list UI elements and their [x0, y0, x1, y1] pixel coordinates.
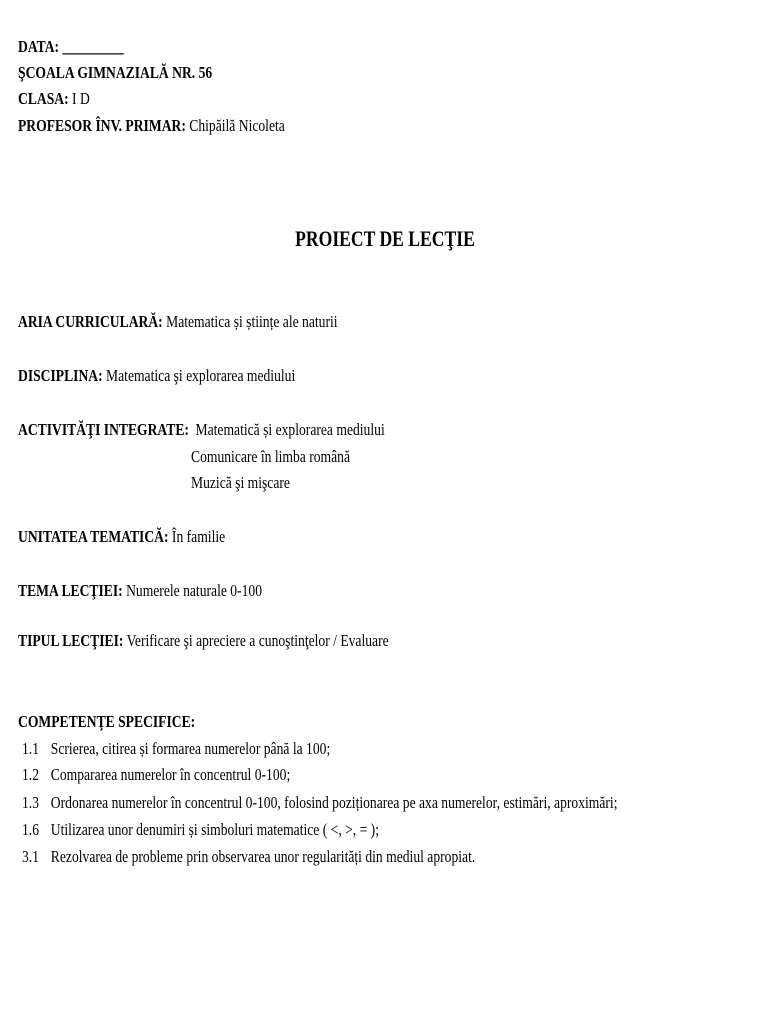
- competenta-text: Compararea numerelor în concentrul 0-100;: [50, 765, 291, 784]
- activitati-line: [18, 420, 385, 440]
- date-label: DATA:: [18, 37, 60, 56]
- competenta-number: 1.1: [22, 739, 39, 758]
- competenta-text: Utilizarea unor denumiri și simboluri matematice ( <, >, = );: [50, 820, 379, 839]
- disciplina-label: DISCIPLINA:: [18, 366, 103, 385]
- tipul-label: TIPUL LECŢIEI:: [18, 631, 124, 650]
- competenta-number: 3.1: [22, 847, 39, 866]
- competenta-item: [22, 765, 290, 785]
- disciplina-line: [18, 366, 295, 386]
- tema-value: Numerele naturale 0-100: [126, 581, 263, 600]
- document-title: PROIECT DE LECŢIE: [295, 226, 475, 251]
- aria-label: ARIA CURRICULARĂ:: [18, 312, 163, 331]
- teacher-label: PROFESOR ÎNV. PRIMAR:: [18, 116, 186, 135]
- teacher-line: [18, 116, 285, 136]
- competenta-item: [22, 793, 617, 813]
- competenta-text: Ordonarea numerelor în concentrul 0-100, folosind poziționarea pe axa numerelor, estimări, aproximări;: [50, 793, 618, 812]
- aria-line: [18, 312, 338, 332]
- tema-line: [18, 581, 262, 601]
- activitati-value-2: Comunicare în limba română: [191, 447, 350, 466]
- unitatea-label: UNITATEA TEMATICĂ:: [18, 527, 169, 546]
- competenta-text: Rezolvarea de probleme prin observarea unor regularități din mediul apropiat.: [50, 847, 476, 866]
- competenta-number: 1.6: [22, 820, 39, 839]
- tema-label: TEMA LECŢIEI:: [18, 581, 123, 600]
- activitati-label: ACTIVITĂŢI INTEGRATE:: [18, 420, 189, 439]
- competenta-item: [22, 847, 475, 867]
- tipul-line: [18, 631, 389, 651]
- class-label: CLASA:: [18, 89, 69, 108]
- class-line: [18, 89, 90, 109]
- activitati-value-3: Muzică şi mişcare: [191, 473, 290, 492]
- tipul-value: Verificare şi apreciere a cunoştinţelor / Evaluare: [126, 631, 389, 650]
- unitatea-value: În familie: [171, 527, 226, 546]
- unitatea-line: [18, 527, 225, 547]
- school-name: ŞCOALA GIMNAZIALĂ NR. 56: [18, 63, 213, 82]
- competente-heading: COMPETENŢE SPECIFICE:: [18, 712, 196, 731]
- competenta-item: [22, 820, 379, 840]
- date-line: [18, 37, 124, 57]
- activitati-value-1: Matematică și explorarea mediului: [195, 420, 385, 439]
- competenta-item: [22, 739, 330, 759]
- competenta-number: 1.2: [22, 765, 39, 784]
- competenta-number: 1.3: [22, 793, 39, 812]
- aria-value: Matematica și științe ale naturii: [166, 312, 338, 331]
- competenta-text: Scrierea, citirea și formarea numerelor până la 100;: [50, 739, 331, 758]
- teacher-value: Chipăilă Nicoleta: [189, 116, 285, 135]
- disciplina-value: Matematica şi explorarea mediului: [106, 366, 296, 385]
- date-value: _________: [62, 37, 124, 56]
- class-value: I D: [72, 89, 90, 108]
